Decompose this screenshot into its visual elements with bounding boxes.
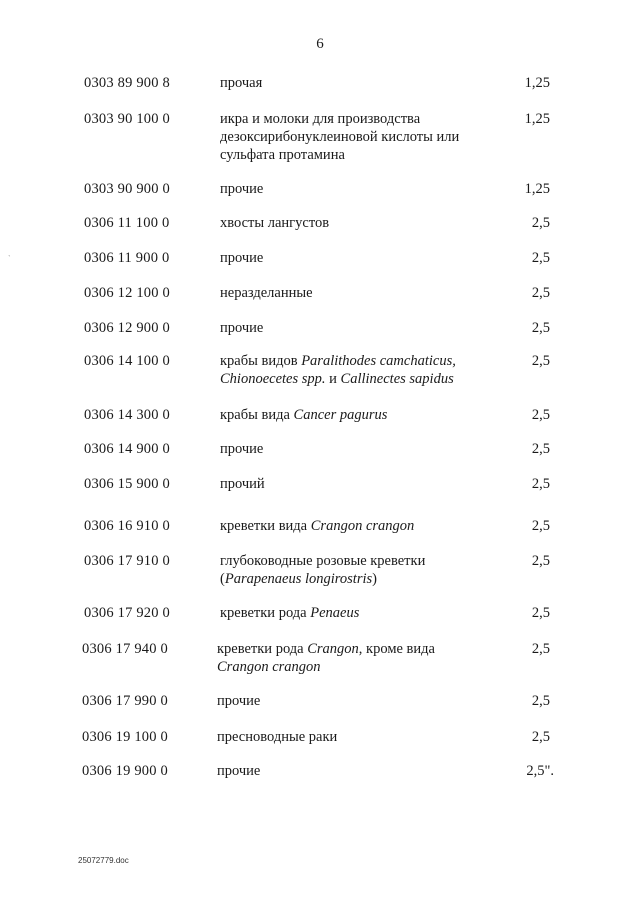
goods-description: прочие bbox=[220, 320, 264, 336]
goods-description: креветки рода Crangon, кроме вида Crangon crangon bbox=[217, 641, 435, 675]
duty-rate: 2,5 bbox=[531, 476, 550, 492]
tariff-code: 0303 90 900 0 bbox=[84, 181, 170, 197]
tariff-code: 0306 16 910 0 bbox=[84, 518, 170, 534]
page-number: 6 bbox=[316, 36, 324, 52]
tariff-code: 0306 12 900 0 bbox=[84, 320, 170, 336]
tariff-code: 0306 17 940 0 bbox=[82, 641, 168, 657]
footer-filename: 25072779.doc bbox=[78, 856, 129, 865]
duty-rate: 2,5 bbox=[531, 693, 550, 709]
duty-rate: 2,5". bbox=[526, 763, 554, 779]
duty-rate: 2,5 bbox=[531, 285, 550, 301]
goods-description: икра и молоки для производства дезоксирибонуклеиновой кислоты или сульфата протамина bbox=[220, 111, 460, 163]
tariff-code: 0306 17 990 0 bbox=[82, 693, 168, 709]
tariff-code: 0306 17 920 0 bbox=[84, 605, 170, 621]
tariff-code: 0306 15 900 0 bbox=[84, 476, 170, 492]
goods-description: прочий bbox=[220, 476, 265, 492]
duty-rate: 2,5 bbox=[531, 407, 550, 423]
duty-rate: 2,5 bbox=[531, 215, 550, 231]
goods-description: крабы вида Cancer pagurus bbox=[220, 407, 388, 423]
goods-description: хвосты лангустов bbox=[220, 215, 330, 231]
tariff-code: 0303 89 900 8 bbox=[84, 75, 170, 91]
duty-rate: 1,25 bbox=[524, 75, 550, 91]
duty-rate: 2,5 bbox=[531, 553, 550, 569]
goods-description: прочие bbox=[220, 181, 264, 197]
duty-rate: 2,5 bbox=[531, 320, 550, 336]
duty-rate: 1,25 bbox=[524, 181, 550, 197]
goods-description: прочие bbox=[220, 250, 264, 266]
goods-description: прочие bbox=[220, 441, 264, 457]
goods-description: прочие bbox=[217, 693, 261, 709]
duty-rate: 2,5 bbox=[531, 518, 550, 534]
goods-description: неразделанные bbox=[220, 285, 313, 301]
duty-rate: 2,5 bbox=[531, 441, 550, 457]
duty-rate: 2,5 bbox=[531, 353, 550, 369]
tariff-code: 0306 11 900 0 bbox=[84, 250, 170, 266]
tariff-code: 0306 17 910 0 bbox=[84, 553, 170, 569]
tariff-code: 0306 11 100 0 bbox=[84, 215, 170, 231]
tariff-code: 0306 12 100 0 bbox=[84, 285, 170, 301]
duty-rate: 2,5 bbox=[531, 605, 550, 621]
goods-description: пресноводные раки bbox=[217, 729, 338, 745]
duty-rate: 1,25 bbox=[524, 111, 550, 127]
goods-description: крабы видов Paralithodes camchaticus, Chionoecetes spp. и Callinectes sapidus bbox=[220, 353, 456, 387]
goods-description: креветки вида Crangon crangon bbox=[220, 518, 415, 534]
tariff-code: 0306 14 900 0 bbox=[84, 441, 170, 457]
duty-rate: 2,5 bbox=[531, 729, 550, 745]
goods-description: глубоководные розовые креветки (Parapenaeus longirostris) bbox=[220, 553, 426, 587]
tariff-code: 0306 14 100 0 bbox=[84, 353, 170, 369]
scan-mark: ˋ bbox=[8, 254, 11, 263]
tariff-code: 0306 19 900 0 bbox=[82, 763, 168, 779]
duty-rate: 2,5 bbox=[531, 250, 550, 266]
tariff-code: 0306 19 100 0 bbox=[82, 729, 168, 745]
tariff-code: 0303 90 100 0 bbox=[84, 111, 170, 127]
goods-description: прочие bbox=[217, 763, 261, 779]
goods-description: прочая bbox=[220, 75, 263, 91]
duty-rate: 2,5 bbox=[531, 641, 550, 657]
tariff-code: 0306 14 300 0 bbox=[84, 407, 170, 423]
goods-description: креветки рода Penaeus bbox=[220, 605, 360, 621]
